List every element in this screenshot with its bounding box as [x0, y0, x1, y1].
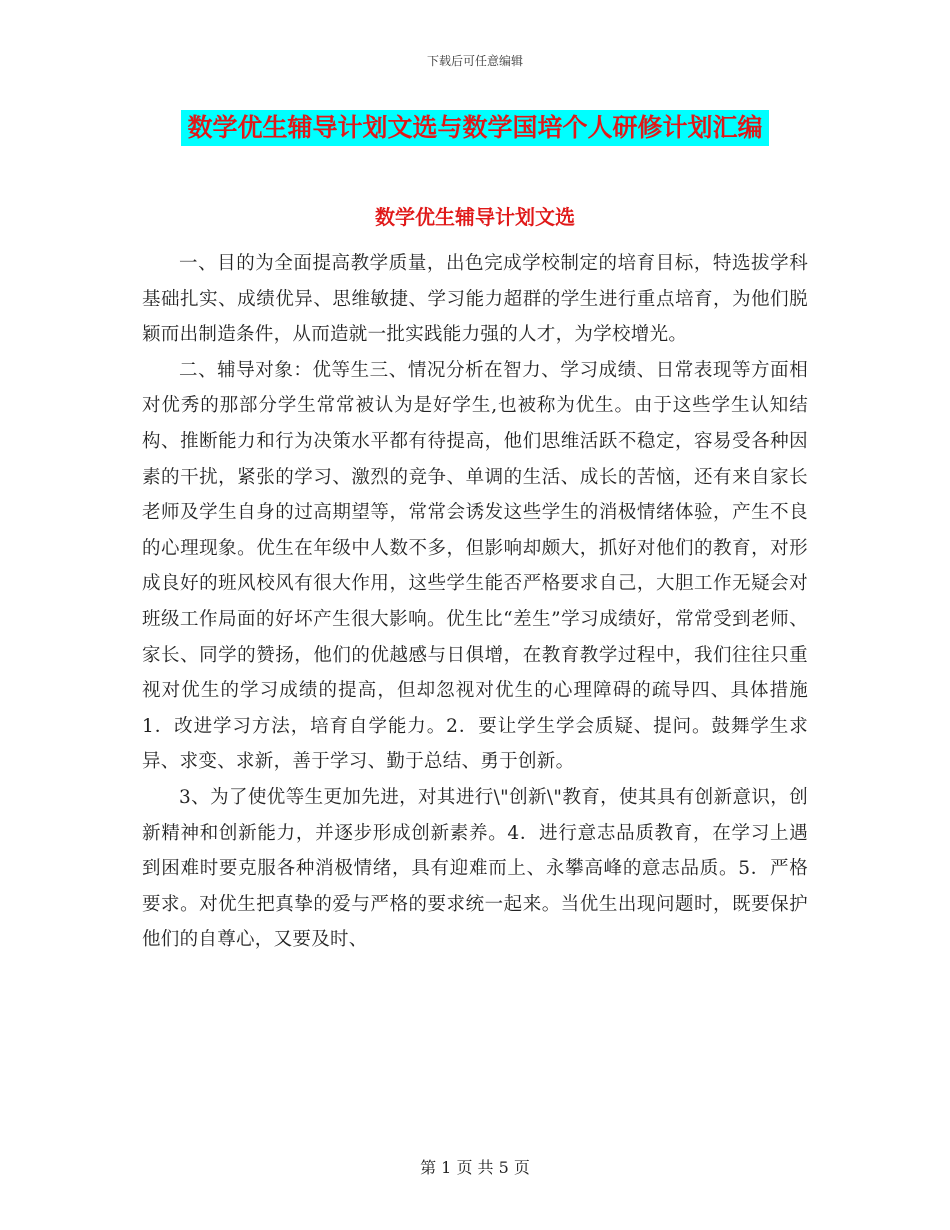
page-header-note: 下载后可任意编辑	[426, 54, 523, 68]
main-title-container	[0, 110, 950, 146]
paragraph: 二、辅导对象：优等生三、情况分析在智力、学习成绩、日常表现等方面相对优秀的那部分学生常常被认为是好学生,也被称为优生。由于这些学生认知结构、推断能力和行为决策水平都有待提高，他们思维活跃不稳定，容易受各种因素的干扰，紧张的学习、激烈的竞争、单调的生活、成长的苦恼，还有来自家长老师及学生自身的过高期望等，常常会诱发这些学生的消极情绪体验，产生不良的心理现象。优生在年级中人数不多，但影响却颇大，抓好对他们的教育，对形成良好的班风校风有很大作用，这些学生能否严格要求自己，大胆工作无疑会对班级工作局面的好坏产生很大影响。优生比“差生”学习成绩好，常常受到老师、家长、同学的赞扬，他们的优越感与日俱增，在教育教学过程中，我们往往只重视对优生的学习成绩的提高，但却忽视对优生的心理障碍的疏导四、具体措施1．改进学习方法，培育自学能力。2．要让学生学会质疑、提问。鼓舞学生求异、求变、求新，善于学习、勤于总结、勇于创新。	[142, 359, 808, 773]
page-number: 第 1 页 共 5 页	[420, 1158, 530, 1177]
paragraph: 3、为了使优等生更加先进，对其进行\"创新\"教育，使其具有创新意识，创新精神和创新能力，并逐步形成创新素养。4．进行意志品质教育，在学习上遇到困难时要克服各种消极情绪，具有迎难而上、永攀高峰的意志品质。5．严格要求。对优生把真挚的爱与严格的要求统一起来。当优生出现问题时，既要保护他们的自尊心，又要及时、	[142, 786, 808, 951]
section-title: 数学优生辅导计划文选	[375, 205, 575, 229]
paragraph: 一、目的为全面提高教学质量，出色完成学校制定的培育目标，特选拔学科基础扎实、成绩优异、思维敏捷、学习能力超群的学生进行重点培育，为他们脱颖而出制造条件，从而造就一批实践能力强的人才，为学校增光。	[142, 253, 808, 346]
main-title: 数学优生辅导计划文选与数学国培个人研修计划汇编	[181, 110, 768, 146]
document-body	[142, 246, 808, 958]
